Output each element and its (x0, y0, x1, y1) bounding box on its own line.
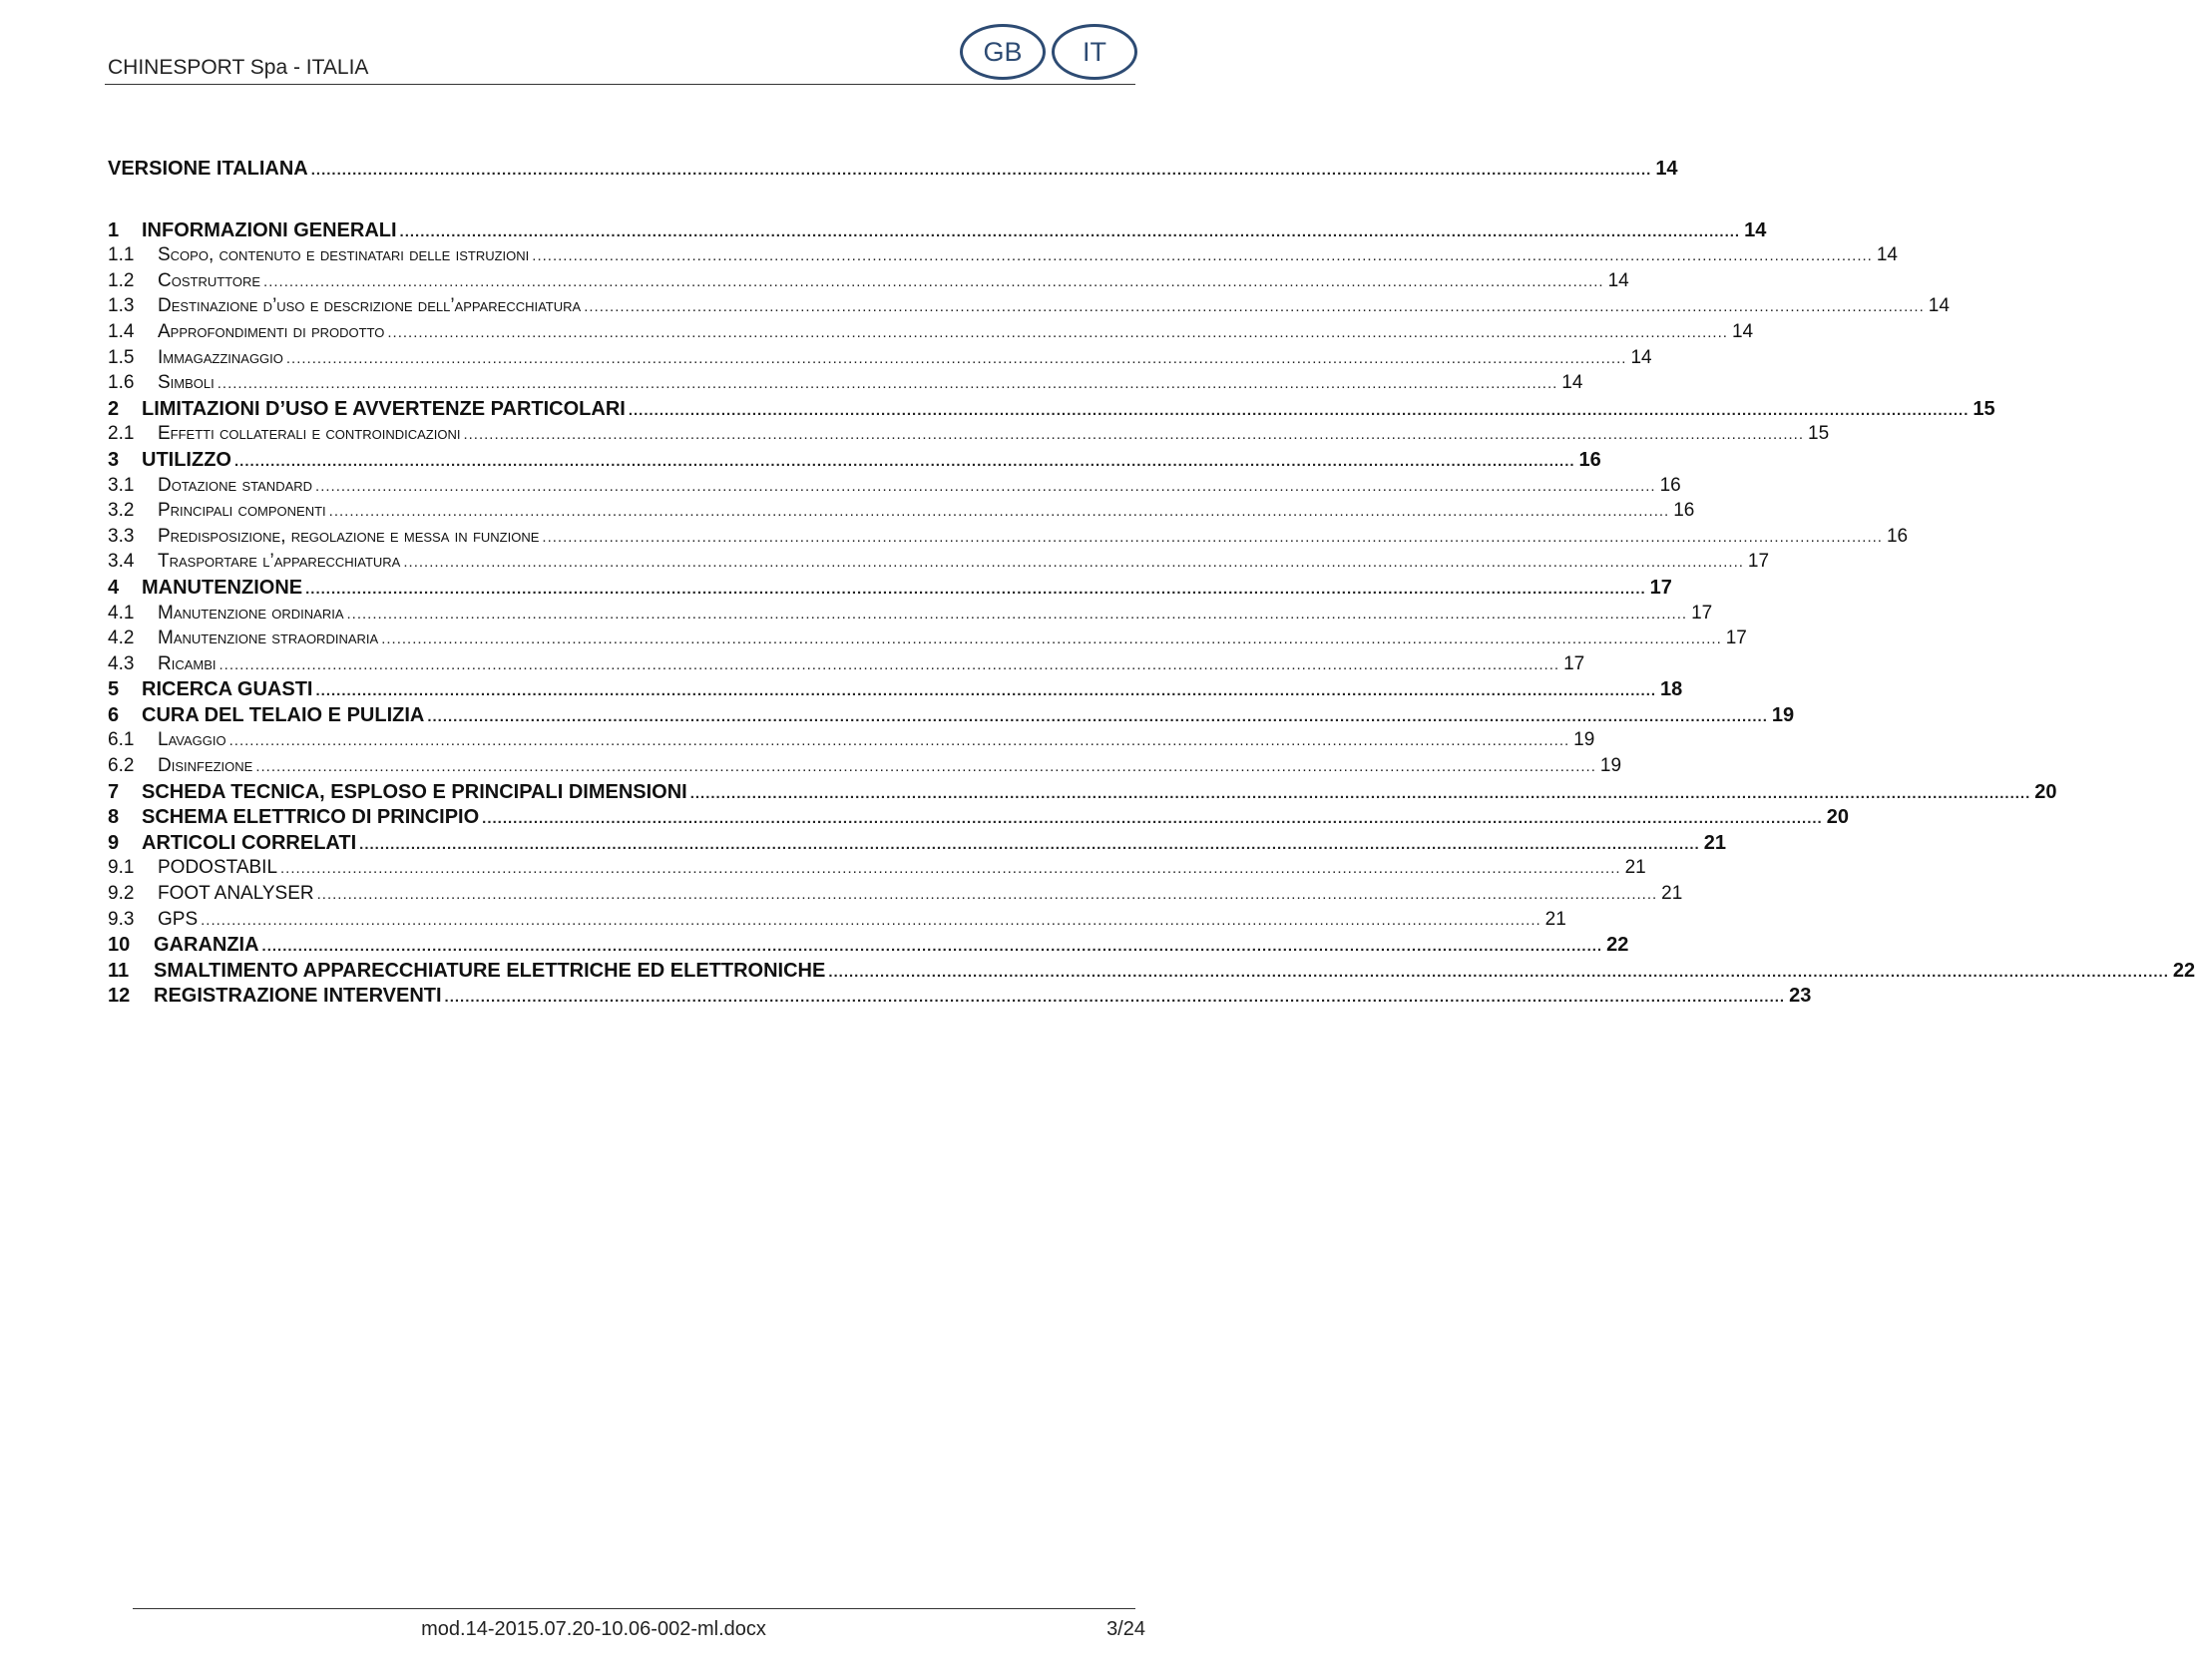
toc-entry-number: 4 (108, 576, 120, 599)
language-badge-gb[interactable]: GB (960, 24, 1046, 80)
toc-entry[interactable] (108, 806, 1849, 832)
toc-entry-number: 1.1 (108, 244, 135, 266)
toc-leader-dots: .................................................................................................................................................................................................................................................................... (316, 886, 1658, 904)
toc-entry-number: 4.1 (108, 602, 135, 624)
toc-entry-number: 7 (108, 780, 120, 803)
toc-entry[interactable] (108, 372, 1583, 398)
toc-entry-title: Approfondimenti di prodotto (158, 320, 385, 342)
toc-entry-number: 3.3 (108, 525, 135, 547)
toc-entry-page: 14 (1630, 346, 1652, 368)
toc-entry-title: GPS (158, 908, 199, 930)
toc-entry-number: 12 (108, 985, 131, 1008)
toc-entry-number: 5 (108, 678, 120, 701)
toc-entry[interactable] (108, 857, 1646, 883)
toc-entry-number: 3.4 (108, 551, 135, 573)
toc-leader-dots: .................................................................................................................................................................................................................................................................... (542, 528, 1883, 546)
toc-entry-page: 22 (1606, 934, 1629, 957)
toc-entry-title: FOOT ANALYSER (158, 883, 314, 905)
toc-leader-dots: .................................................................................................................................................................................................................................................................... (315, 682, 1657, 700)
toc-entry-page: 17 (1563, 652, 1585, 674)
toc-entry-page: 21 (1544, 908, 1566, 930)
toc-leader-dots: .................................................................................................................................................................................................................................................................... (255, 758, 1596, 776)
toc-leader-dots: .................................................................................................................................................................................................................................................................... (261, 938, 1603, 956)
toc-entry-number: 2 (108, 397, 120, 420)
toc-entry[interactable] (108, 474, 1681, 501)
toc-entry-page: 21 (1703, 831, 1726, 854)
toc-leader-dots: .................................................................................................................................................................................................................................................................... (217, 375, 1558, 393)
toc-entry-title: MANUTENZIONE (142, 576, 303, 599)
toc-entry-title: Immagazzinaggio (158, 346, 283, 368)
toc-entry-title: Predisposizione, regolazione e messa in funzione (158, 525, 540, 547)
toc-leader-dots: .................................................................................................................................................................................................................................................................... (346, 605, 1688, 623)
toc-entry-number: 3.1 (108, 474, 135, 496)
toc-entry[interactable] (108, 628, 1747, 653)
toc-leader-dots: .................................................................................................................................................................................................................................................................... (381, 630, 1722, 648)
toc-entry-number: 11 (108, 959, 130, 982)
toc-entry[interactable] (108, 397, 1995, 424)
language-badge-it[interactable]: IT (1052, 24, 1137, 80)
toc-entry-page: 16 (1886, 525, 1909, 547)
toc-entry-title: Trasportare l’apparecchiatura (158, 551, 401, 573)
toc-entry[interactable] (108, 985, 1812, 1011)
toc-entry-title: Dotazione standard (158, 474, 313, 496)
toc-entry-title: SCHEDA TECNICA, ESPLOSO E PRINCIPALI DIMENSIONI (142, 780, 687, 803)
toc-entry[interactable] (108, 729, 1595, 755)
toc-entry-page: 16 (1578, 448, 1601, 471)
toc-entry-title: Principali componenti (158, 500, 326, 522)
toc-entry[interactable] (108, 500, 1695, 526)
toc-leader-dots: .................................................................................................................................................................................................................................................................... (263, 272, 1604, 290)
toc-entry[interactable] (108, 831, 1726, 858)
toc-entry[interactable] (108, 678, 1683, 704)
toc-entry-title: UTILIZZO (142, 448, 231, 471)
toc-leader-dots: .................................................................................................................................................................................................................................................................... (359, 835, 1700, 853)
toc-entry[interactable] (108, 755, 1622, 781)
toc-entry-page: 23 (1789, 985, 1812, 1008)
toc-entry-page: 17 (1747, 551, 1770, 573)
toc-entry-page: 15 (1973, 397, 1995, 420)
toc-leader-dots: .................................................................................................................................................................................................................................................................... (584, 298, 1925, 316)
toc-entry[interactable] (108, 551, 1770, 577)
footer-page-number: 3/24 (1106, 1618, 1145, 1640)
toc-entry-page: 14 (1928, 295, 1950, 317)
toc-entry-title: Destinazione d’uso e descrizione dell’apparecchiatura (158, 295, 582, 317)
toc-entry-number: 9.1 (108, 857, 135, 879)
header-divider (105, 84, 1135, 85)
toc-entry-number: 8 (108, 806, 120, 829)
toc-entry-page: 19 (1771, 703, 1795, 726)
toc-entry-number: 1.5 (108, 346, 135, 368)
toc-entry-page: 14 (1731, 320, 1754, 342)
toc-entry-page: 20 (1826, 806, 1849, 829)
toc-entry-title: Simboli (158, 372, 215, 394)
toc-leader-dots: .................................................................................................................................................................................................................................................................... (532, 247, 1873, 265)
toc-entry[interactable] (108, 780, 2057, 807)
toc-leader-dots: .................................................................................................................................................................................................................................................................... (285, 349, 1627, 367)
toc-entry[interactable] (108, 158, 1678, 184)
header-company-name: CHINESPORT Spa - ITALIA (108, 56, 369, 79)
toc-entry-number: 10 (108, 934, 131, 957)
toc-entry-title: LIMITAZIONI D’USO E AVVERTENZE PARTICOLARI (142, 397, 626, 420)
toc-leader-dots: .................................................................................................................................................................................................................................................................... (628, 401, 1970, 419)
toc-entry[interactable] (108, 218, 1767, 245)
toc-entry-page: 18 (1660, 678, 1683, 701)
toc-entry-page: 16 (1659, 474, 1681, 496)
toc-entry-title: Manutenzione ordinaria (158, 602, 344, 624)
toc-entry-page: 16 (1673, 500, 1695, 522)
toc-entry-page: 19 (1599, 755, 1622, 777)
toc-entry-number: 1 (108, 218, 120, 241)
toc-entry[interactable] (108, 934, 1629, 960)
toc-entry[interactable] (108, 320, 1754, 347)
toc-entry-number: 1.3 (108, 295, 135, 317)
toc-leader-dots: .................................................................................................................................................................................................................................................................... (201, 911, 1541, 929)
toc-entry-title: Lavaggio (158, 729, 226, 751)
footer-filename: mod.14-2015.07.20-10.06-002-ml.docx (421, 1618, 766, 1640)
toc-leader-dots: .................................................................................................................................................................................................................................................................... (403, 554, 1744, 572)
toc-leader-dots: .................................................................................................................................................................................................................................................................... (444, 989, 1786, 1007)
toc-entry-page: 14 (1744, 218, 1767, 241)
toc-entry-page: 14 (1561, 372, 1583, 394)
toc-entry-number: 9.2 (108, 883, 135, 905)
toc-entry-page: 22 (2172, 959, 2195, 982)
toc-entry-title: REGISTRAZIONE INTERVENTI (154, 985, 442, 1008)
toc-leader-dots: .................................................................................................................................................................................................................................................................... (828, 963, 2169, 981)
language-badges (960, 24, 1139, 78)
toc-entry-page: 17 (1691, 602, 1713, 624)
toc-entry-page: 20 (2034, 780, 2057, 803)
toc-leader-dots: .................................................................................................................................................................................................................................................................... (305, 580, 1646, 598)
toc-entry-page: 14 (1607, 269, 1629, 291)
toc-entry-title: ARTICOLI CORRELATI (142, 831, 357, 854)
toc-entry-page: 17 (1649, 576, 1672, 599)
toc-leader-dots: .................................................................................................................................................................................................................................................................... (463, 426, 1805, 444)
toc-entry-title: Manutenzione straordinaria (158, 628, 379, 649)
toc-entry-page: 14 (1876, 244, 1898, 266)
toc-leader-dots: .................................................................................................................................................................................................................................................................... (387, 323, 1728, 341)
toc-leader-dots: .................................................................................................................................................................................................................................................................... (328, 503, 1670, 521)
toc-entry-number: 6.1 (108, 729, 135, 751)
toc-entry-title: PODOSTABIL (158, 857, 278, 879)
toc-entry-title: GARANZIA (154, 934, 259, 957)
toc-entry-number: 4.2 (108, 628, 135, 649)
toc-leader-dots: .................................................................................................................................................................................................................................................................... (399, 222, 1741, 240)
toc-entry[interactable] (108, 448, 1601, 475)
toc-leader-dots: .................................................................................................................................................................................................................................................................... (228, 732, 1570, 750)
toc-entry-title: RICERCA GUASTI (142, 678, 313, 701)
toc-leader-dots: .................................................................................................................................................................................................................................................................... (310, 162, 1652, 179)
toc-entry-number: 1.2 (108, 269, 135, 291)
toc-entry-page: 17 (1725, 628, 1747, 649)
toc-entry[interactable] (108, 908, 1566, 935)
toc-entry-number: 6 (108, 703, 120, 726)
toc-leader-dots: .................................................................................................................................................................................................................................................................... (482, 810, 1823, 828)
toc-entry[interactable] (108, 703, 1795, 730)
table-of-contents (108, 158, 2195, 1011)
toc-entry[interactable] (108, 423, 1830, 449)
toc-leader-dots: .................................................................................................................................................................................................................................................................... (315, 477, 1656, 495)
toc-entry-title: Effetti collaterali e controindicazioni (158, 423, 461, 445)
toc-entry[interactable] (108, 602, 1713, 629)
toc-entry-title: INFORMAZIONI GENERALI (142, 218, 397, 241)
toc-entry-title: Costruttore (158, 269, 261, 291)
toc-entry-number: 4.3 (108, 652, 135, 674)
toc-entry[interactable] (108, 959, 2195, 986)
toc-entry[interactable] (108, 576, 1672, 603)
toc-entry-title: CURA DEL TELAIO E PULIZIA (142, 703, 425, 726)
toc-entry-page: 15 (1808, 423, 1830, 445)
toc-entry-title: SCHEMA ELETTRICO DI PRINCIPIO (142, 806, 480, 829)
toc-entry[interactable] (108, 883, 1683, 909)
toc-entry[interactable] (108, 295, 1950, 321)
toc-entry-title: VERSIONE ITALIANA (108, 158, 308, 180)
toc-leader-dots: .................................................................................................................................................................................................................................................................... (219, 655, 1560, 673)
toc-entry-title: Disinfezione (158, 755, 253, 777)
toc-entry-page: 21 (1624, 857, 1646, 879)
toc-entry-page: 19 (1573, 729, 1595, 751)
toc-entry-number: 1.4 (108, 320, 135, 342)
toc-entry-number: 3 (108, 448, 120, 471)
toc-leader-dots: .................................................................................................................................................................................................................................................................... (233, 452, 1575, 470)
toc-entry-number: 9 (108, 831, 120, 854)
toc-entry[interactable] (108, 346, 1652, 373)
footer-divider (133, 1608, 1135, 1609)
toc-entry-title: Ricambi (158, 652, 217, 674)
toc-entry-number: 3.2 (108, 500, 135, 522)
toc-entry-title: SMALTIMENTO APPARECCHIATURE ELETTRICHE ED ELETTRONICHE (154, 959, 826, 982)
toc-entry[interactable] (108, 244, 1898, 270)
toc-entry[interactable] (108, 525, 1909, 552)
toc-entry[interactable] (108, 652, 1585, 679)
toc-entry-page: 21 (1661, 883, 1683, 905)
toc-leader-dots: .................................................................................................................................................................................................................................................................... (280, 860, 1621, 878)
toc-entry-number: 2.1 (108, 423, 135, 445)
toc-entry-number: 1.6 (108, 372, 135, 394)
toc-leader-dots: .................................................................................................................................................................................................................................................................... (689, 784, 2031, 802)
toc-entry-number: 9.3 (108, 908, 135, 930)
toc-entry-number: 6.2 (108, 755, 135, 777)
toc-entry[interactable] (108, 269, 1629, 296)
toc-leader-dots: .................................................................................................................................................................................................................................................................... (427, 707, 1768, 725)
toc-entry-page: 14 (1655, 158, 1678, 180)
toc-entry-title: Scopo, contenuto e destinatari delle istruzioni (158, 244, 530, 266)
